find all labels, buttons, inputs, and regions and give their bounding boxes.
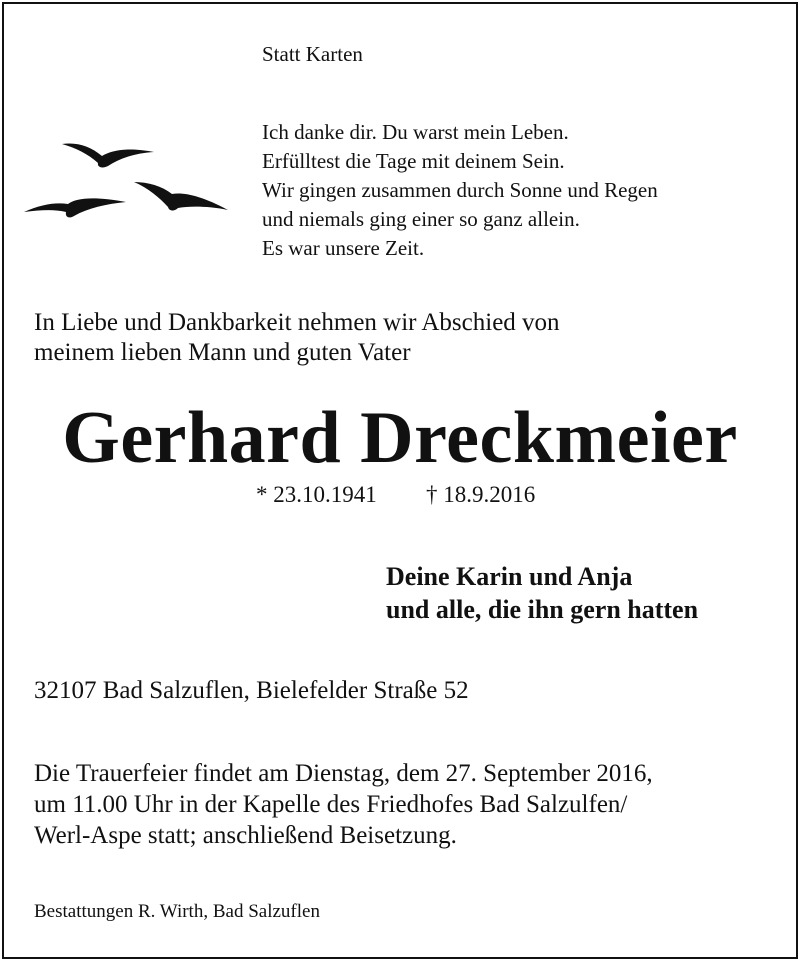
death-date: † 18.9.2016 (426, 482, 536, 507)
mourners-line: Deine Karin und Anja (386, 562, 633, 591)
poem (262, 118, 658, 263)
mourners-line: und alle, die ihn gern hatten (386, 595, 699, 624)
address-text: 32107 Bad Salzuflen, Bielefelder Straße 52 (34, 677, 469, 704)
flying-birds-icon (22, 132, 234, 224)
birth-date: * 23.10.1941 (256, 482, 377, 507)
bird-icon (134, 182, 228, 211)
header-text: Statt Karten (262, 42, 363, 66)
service-line: um 11.00 Uhr in der Kapelle des Friedhofes Bad Salzulfen/ (34, 791, 628, 818)
poem-line: Erfülltest die Tage mit deinem Sein. (262, 149, 565, 173)
service-info (34, 758, 653, 851)
mourners-signature (386, 560, 698, 626)
service-line: Die Trauerfeier findet am Dienstag, dem 27. September 2016, (34, 760, 653, 787)
poem-line: und niemals ging einer so ganz allein. (262, 207, 580, 231)
intro-text (34, 308, 560, 368)
intro-line: In Liebe und Dankbarkeit nehmen wir Abschied von (34, 309, 560, 336)
poem-line: Wir gingen zusammen durch Sonne und Regen (262, 178, 658, 202)
poem-line: Es war unsere Zeit. (262, 236, 425, 260)
bird-icon (24, 198, 126, 217)
poem-line: Ich danke dir. Du warst mein Leben. (262, 120, 569, 144)
intro-line: meinem lieben Mann und guten Vater (34, 339, 411, 366)
service-line: Werl-Aspe statt; anschließend Beisetzung. (34, 822, 457, 849)
undertaker-text: Bestattungen R. Wirth, Bad Salzuflen (34, 901, 320, 922)
bird-icon (62, 144, 154, 168)
deceased-name: Gerhard Dreckmeier (62, 397, 738, 479)
